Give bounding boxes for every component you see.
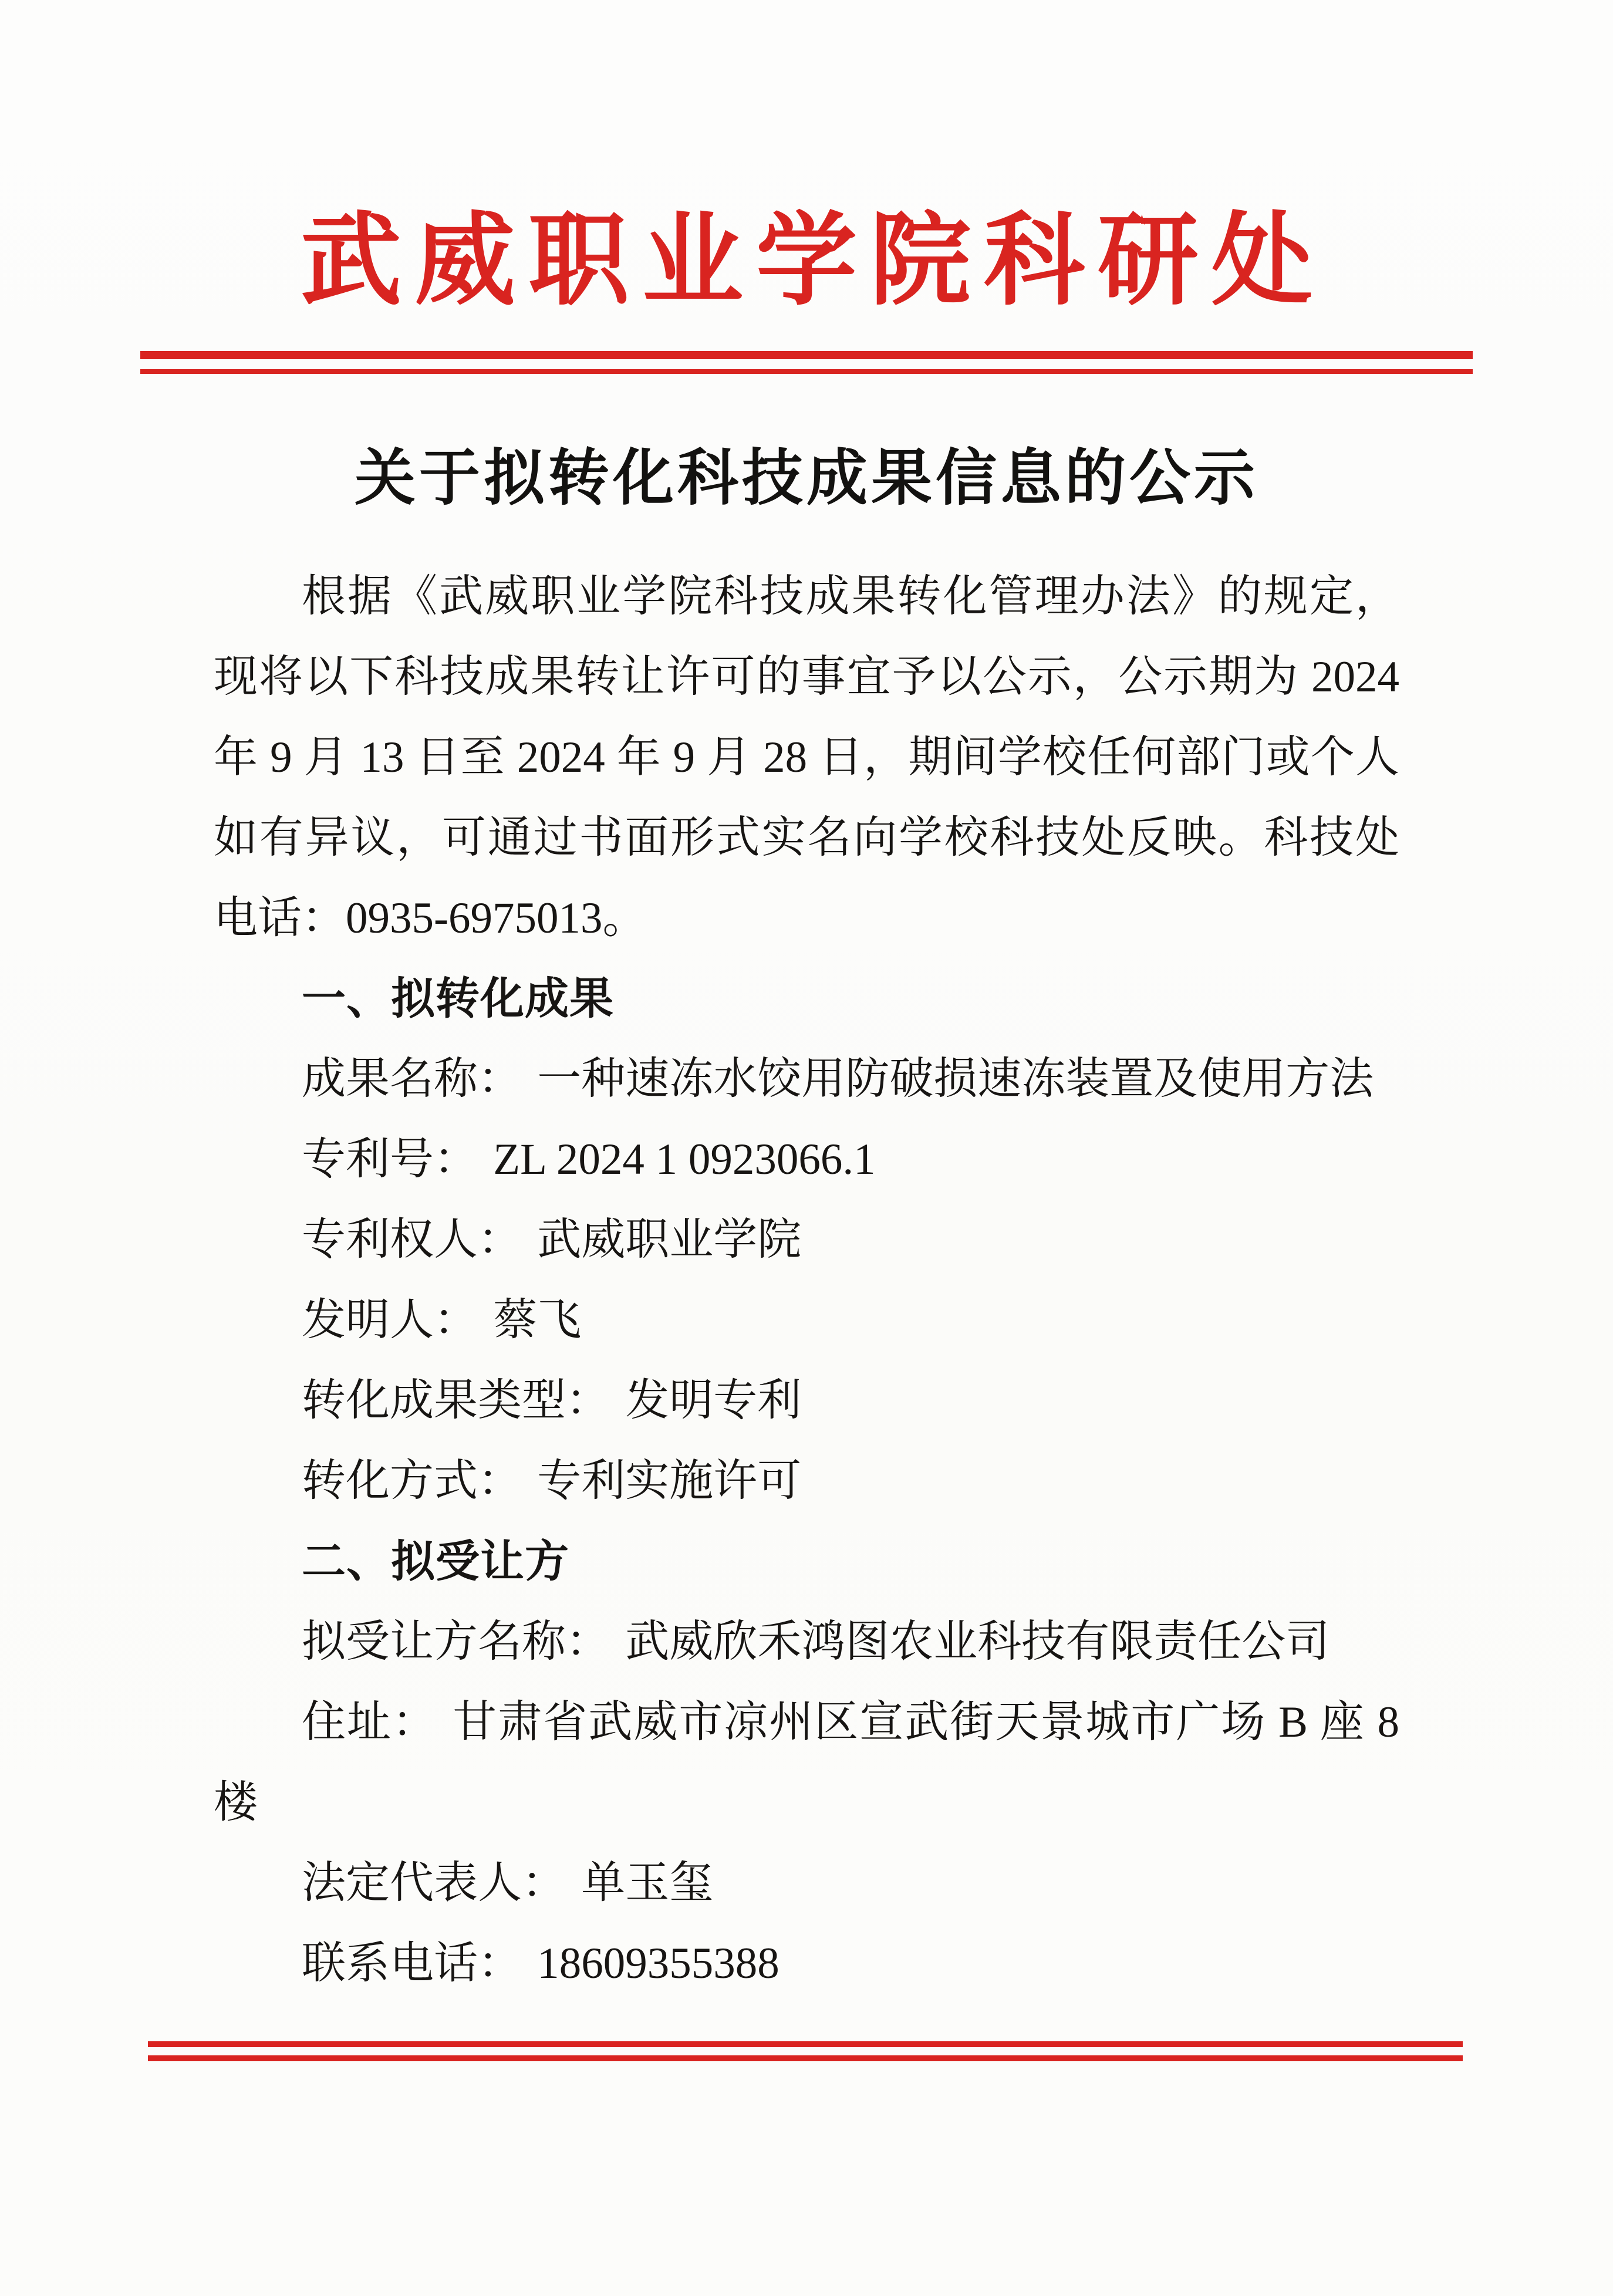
field-value: 武威职业学院 bbox=[537, 1215, 802, 1264]
field-conversion-method bbox=[214, 1441, 1399, 1521]
field-patent-owner bbox=[214, 1200, 1399, 1280]
field-patent-number bbox=[214, 1119, 1399, 1200]
field-achievement-name bbox=[214, 1039, 1399, 1119]
field-label: 专利权人： bbox=[302, 1215, 522, 1264]
field-label: 法定代表人： bbox=[302, 1858, 566, 1907]
field-value: 甘肃省武威市凉州区宣武街天景城市广场 B 座 8 楼 bbox=[214, 1697, 1399, 1827]
document-body bbox=[214, 556, 1399, 2004]
field-label: 成果名称： bbox=[302, 1054, 522, 1103]
masthead-title: 武威职业学院科研处 bbox=[301, 206, 1325, 318]
field-legal-representative bbox=[214, 1843, 1399, 1923]
field-achievement-type bbox=[214, 1360, 1399, 1441]
field-value: 发明专利 bbox=[625, 1376, 802, 1425]
field-transferee-address bbox=[214, 1682, 1399, 1843]
field-value: ZL 2024 1 0923066.1 bbox=[493, 1135, 876, 1184]
field-value: 一种速冻水饺用防破损速冻装置及使用方法 bbox=[537, 1054, 1374, 1103]
section-1-heading: 一、拟转化成果 bbox=[302, 973, 615, 1023]
field-value: 18609355388 bbox=[537, 1939, 779, 1988]
field-label: 专利号： bbox=[302, 1135, 478, 1184]
field-label: 转化方式： bbox=[302, 1456, 522, 1505]
footer-double-rule bbox=[148, 2041, 1463, 2061]
field-transferee-name bbox=[214, 1602, 1399, 1682]
field-label: 转化成果类型： bbox=[302, 1376, 610, 1425]
field-inventor bbox=[214, 1280, 1399, 1360]
section-2-heading: 二、拟受让方 bbox=[302, 1536, 570, 1586]
field-label: 联系电话： bbox=[302, 1939, 522, 1988]
document-title: 关于拟转化科技成果信息的公示 bbox=[354, 444, 1258, 512]
field-label: 拟受让方名称： bbox=[302, 1617, 610, 1666]
field-value: 蔡飞 bbox=[493, 1295, 582, 1345]
field-value: 单玉玺 bbox=[581, 1858, 714, 1907]
header-double-rule bbox=[140, 351, 1473, 374]
field-label: 发明人： bbox=[302, 1295, 478, 1345]
field-value: 专利实施许可 bbox=[537, 1456, 802, 1505]
intro-paragraph: 根据《武威职业学院科技成果转化管理办法》的规定，现将以下科技成果转让许可的事宜予以公示，公示期为 2024 年 9 月 13 日至 2024 年 9 月 28 日，期间学校任何部门或个人如有异议，可通过书面形式实名向学校科技处反映。科技处电话：0935-6975013。 bbox=[214, 572, 1399, 943]
field-value: 武威欣禾鸿图农业科技有限责任公司 bbox=[625, 1617, 1330, 1666]
field-label: 住址： bbox=[302, 1697, 437, 1747]
field-contact-phone bbox=[214, 1923, 1399, 2004]
